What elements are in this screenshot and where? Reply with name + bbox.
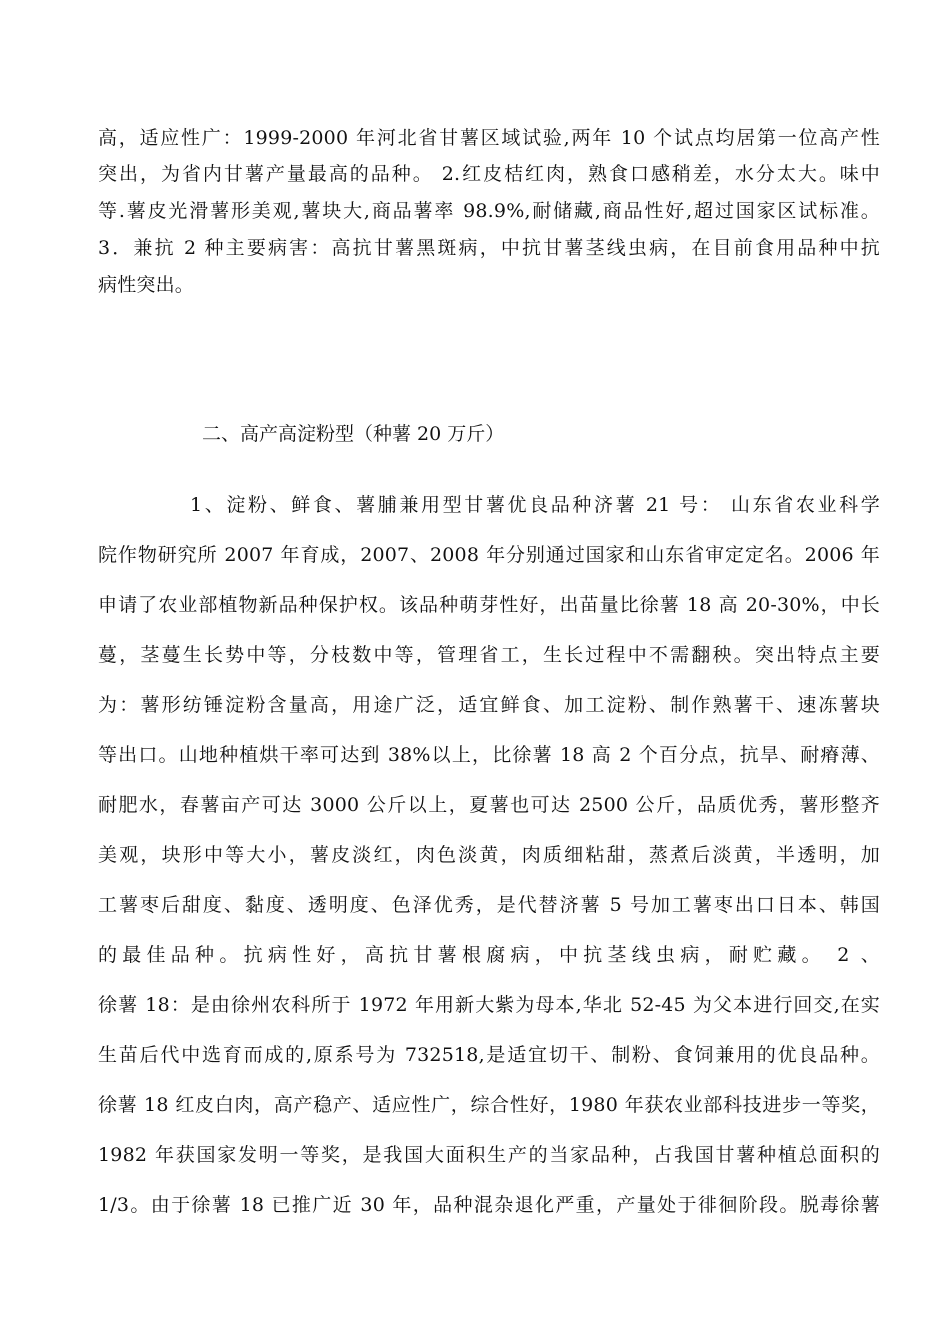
body-text-line: 徐薯 18：是由徐州农科所于 1972 年用新大紫为母本,华北 52-45 为父本进行回交,在实 <box>98 994 880 1016</box>
body-text-line: 1982 年获国家发明一等奖，是我国大面积生产的当家品种，占我国甘薯种植总面积的 <box>98 1144 880 1166</box>
body-text-line: 病性突出。 <box>98 274 195 296</box>
body-text-line: 高，适应性广：1999-2000 年河北省甘薯区域试验,两年 10 个试点均居第一位高产性 <box>98 127 880 149</box>
body-text-line: 蔓，茎蔓生长势中等，分枝数中等，管理省工，生长过程中不需翻秧。突出特点主要 <box>98 644 880 666</box>
body-text-line: 突出，为省内甘薯产量最高的品种。 2.红皮桔红肉，熟食口感稍差，水分太大。味中 <box>98 163 880 185</box>
section-heading: 二、高产高淀粉型（种薯 20 万斤） <box>202 423 505 445</box>
body-text-line: 院作物研究所 2007 年育成，2007、2008 年分别通过国家和山东省审定定名。2006 年 <box>98 544 880 566</box>
body-text-line: 美观，块形中等大小，薯皮淡红，肉色淡黄，肉质细粘甜，蒸煮后淡黄，半透明，加 <box>98 844 880 866</box>
body-text-line: 为：薯形纺锤淀粉含量高，用途广泛，适宜鲜食、加工淀粉、制作熟薯干、速冻薯块 <box>98 694 880 716</box>
body-text-line: 等出口。山地种植烘干率可达到 38%以上，比徐薯 18 高 2 个百分点，抗旱、耐瘠薄、 <box>98 744 880 766</box>
body-text-line: 1/3。由于徐薯 18 已推广近 30 年，品种混杂退化严重，产量处于徘徊阶段。脱毒徐薯 <box>98 1194 880 1216</box>
body-text-line: 徐薯 18 红皮白肉，高产稳产、适应性广，综合性好，1980 年获农业部科技进步一等奖， <box>98 1094 880 1116</box>
body-text-line: 的最佳品种。抗病性好，高抗甘薯根腐病，中抗茎线虫病，耐贮藏。 2 、 <box>98 944 880 966</box>
body-text-line: 耐肥水，春薯亩产可达 3000 公斤以上，夏薯也可达 2500 公斤，品质优秀，薯形整齐 <box>98 794 880 816</box>
body-text-line: 工薯枣后甜度、黏度、透明度、色泽优秀，是代替济薯 5 号加工薯枣出口日本、韩国 <box>98 894 880 916</box>
body-text-line: 等.薯皮光滑薯形美观,薯块大,商品薯率 98.9%,耐储藏,商品性好,超过国家区试标准。 <box>98 200 880 222</box>
body-text-line: 3．兼抗 2 种主要病害：高抗甘薯黑斑病，中抗甘薯茎线虫病，在目前食用品种中抗 <box>98 237 880 259</box>
body-text-line: 生苗后代中选育而成的,原系号为 732518,是适宜切干、制粉、食饲兼用的优良品种。 <box>98 1044 880 1066</box>
body-text-line: 申请了农业部植物新品种保护权。该品种萌芽性好，出苗量比徐薯 18 高 20-30%，中长 <box>98 594 880 616</box>
body-text-line: 1、淀粉、鲜食、薯脯兼用型甘薯优良品种济薯 21 号： 山东省农业科学 <box>190 494 880 516</box>
